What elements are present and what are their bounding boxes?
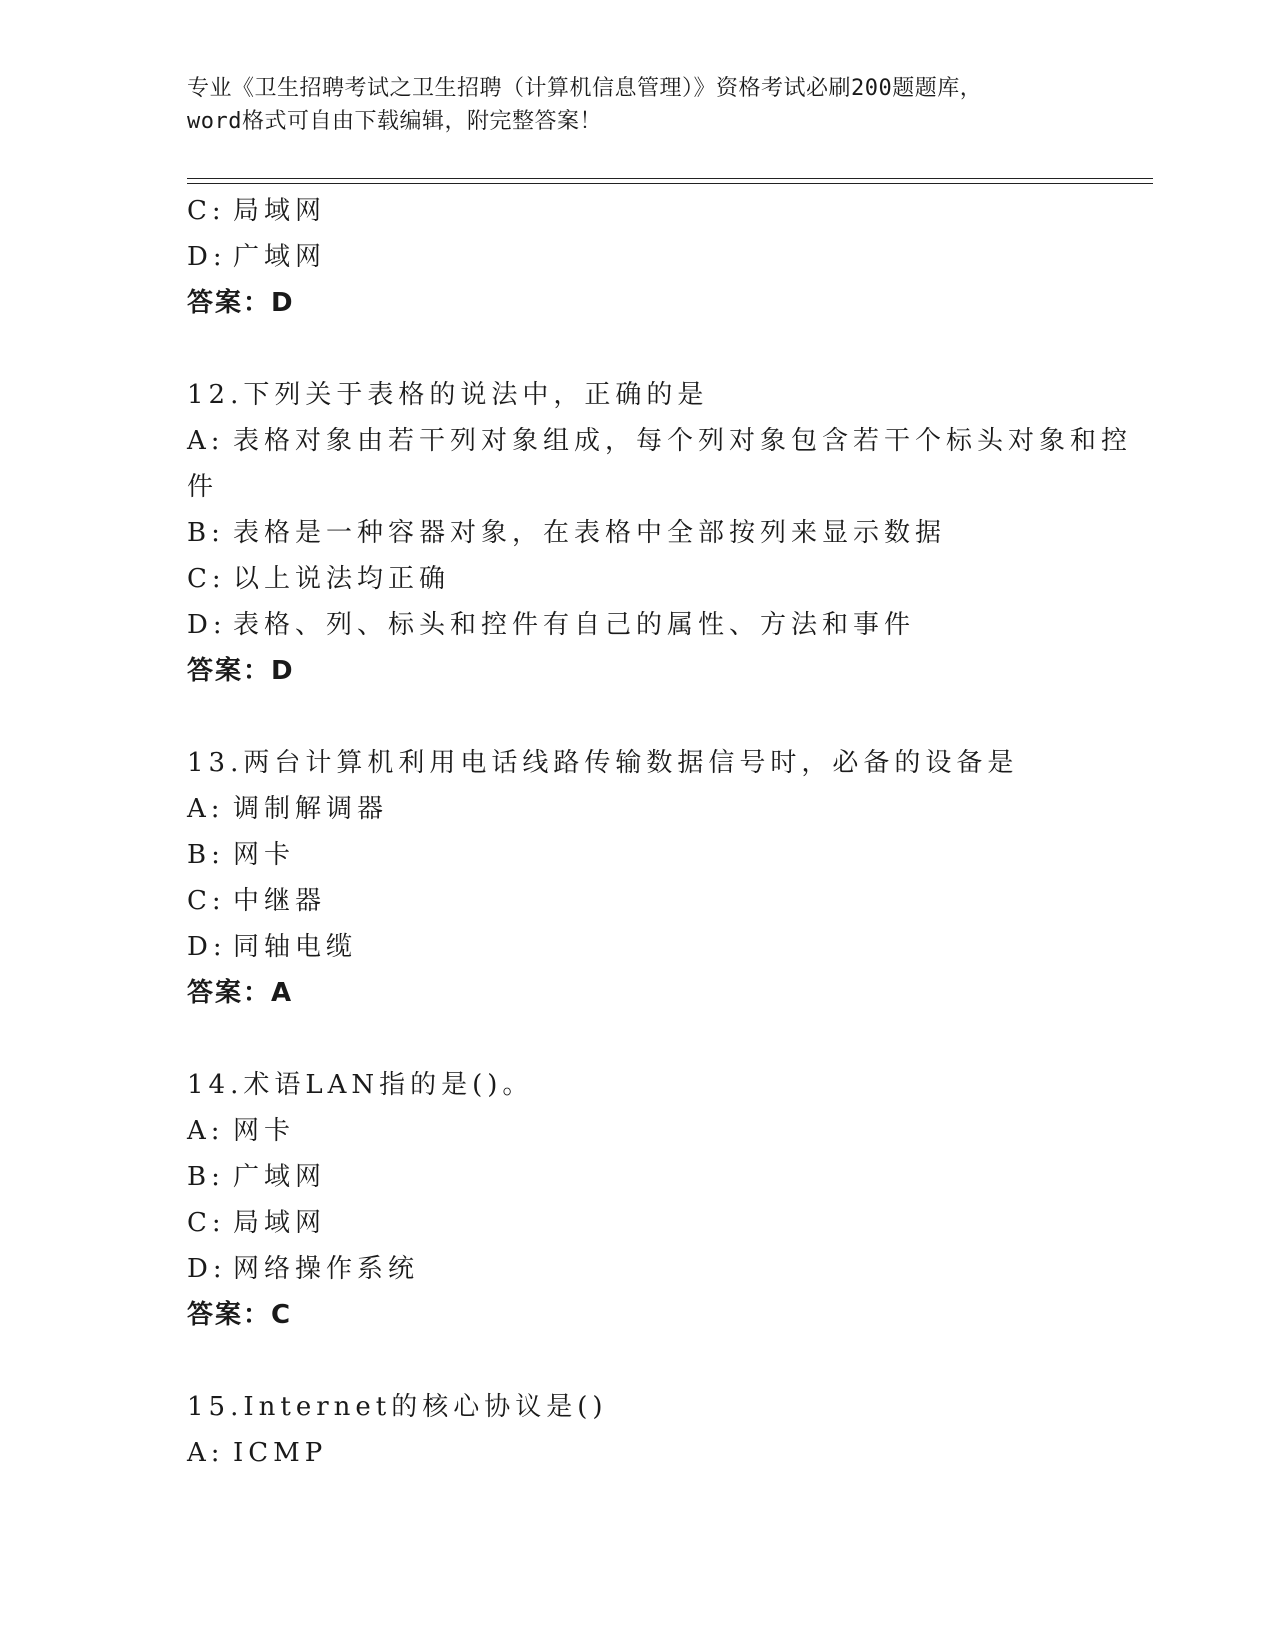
question-13: [187, 740, 1087, 1016]
question-15: [187, 1384, 1087, 1476]
answer-line: 答案：D: [187, 288, 295, 318]
option-row: C: 局域网: [187, 1208, 327, 1238]
question-14: [187, 1062, 1087, 1338]
option-row: C: 中继器: [187, 886, 327, 916]
option-row: D: 表格、列、标头和控件有自己的属性、方法和事件: [187, 610, 916, 640]
document-header: [187, 72, 1087, 138]
option-row: A: ICMP: [187, 1438, 328, 1468]
question-stem: 14.术语LAN指的是()。: [187, 1070, 534, 1100]
option-row: C: 局域网: [187, 196, 327, 226]
option-row: A: 表格对象由若干列对象组成，每个列对象包含若干个标头对象和控: [187, 426, 1133, 456]
question-stem: 12.下列关于表格的说法中，正确的是: [187, 380, 709, 410]
option-row: A: 网卡: [187, 1116, 296, 1146]
answer-line: 答案：A: [187, 978, 294, 1008]
header-rule-top: [187, 178, 1153, 179]
question-12: [187, 372, 1133, 694]
question-stem: 13.两台计算机利用电话线路传输数据信号时，必备的设备是: [187, 748, 1019, 778]
answer-line: 答案：D: [187, 656, 295, 686]
option-row: D: 网络操作系统: [187, 1254, 420, 1284]
option-continuation: 件: [187, 472, 219, 502]
header-rule-bottom: [187, 183, 1153, 184]
header-line-1: 专业《卫生招聘考试之卫生招聘（计算机信息管理）》资格考试必刷200题题库，: [187, 76, 983, 101]
option-row: D: 广域网: [187, 242, 327, 272]
header-line-2: word格式可自由下载编辑，附完整答案！: [187, 109, 602, 134]
option-row: D: 同轴电缆: [187, 932, 358, 962]
prev-question: [187, 188, 1087, 326]
option-row: A: 调制解调器: [187, 794, 389, 824]
option-row: C: 以上说法均正确: [187, 564, 451, 594]
option-row: B: 广域网: [187, 1162, 327, 1192]
option-row: B: 表格是一种容器对象，在表格中全部按列来显示数据: [187, 518, 947, 548]
option-row: B: 网卡: [187, 840, 296, 870]
question-stem: 15.Internet的核心协议是(): [187, 1392, 608, 1422]
answer-line: 答案：C: [187, 1300, 293, 1330]
question-list: [187, 188, 1133, 1476]
